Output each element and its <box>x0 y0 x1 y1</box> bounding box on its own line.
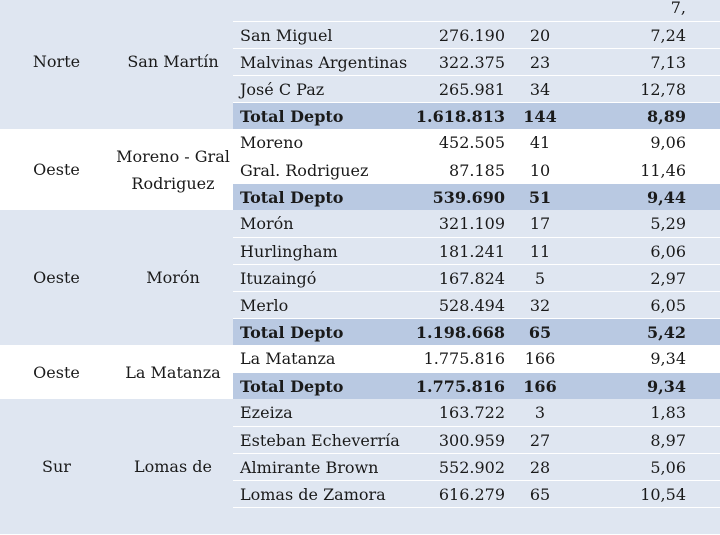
table-row <box>233 453 720 481</box>
cases-cell: 5 <box>534 269 546 288</box>
rate-cell: 2,97 <box>650 269 686 288</box>
municipality-cell: Total Depto <box>240 107 344 126</box>
cases-cell: 65 <box>529 485 551 504</box>
municipality-cell: Gral. Rodriguez <box>240 161 369 180</box>
department-cell: Lomas de <box>134 457 212 476</box>
population-cell: 528.494 <box>438 296 505 315</box>
region-cell: Oeste <box>33 160 80 179</box>
cases-cell: 11 <box>529 242 551 261</box>
region-cell: Oeste <box>33 362 80 382</box>
rate-cell: 11,46 <box>640 161 686 180</box>
cases-cell: 32 <box>529 296 551 315</box>
table-row <box>233 21 720 49</box>
municipality-cell: Malvinas Argentinas <box>240 53 408 72</box>
population-cell: 552.902 <box>438 458 505 477</box>
rate-cell: 9,34 <box>650 349 686 368</box>
rate-cell: 8,89 <box>647 107 686 126</box>
total-row <box>233 183 720 211</box>
municipality-cell: Ezeiza <box>240 403 293 422</box>
population-cell: 321.109 <box>438 214 505 233</box>
municipality-cell: Total Depto <box>240 188 344 207</box>
population-cell: 452.505 <box>438 133 505 152</box>
population-cell: 167.824 <box>438 269 505 288</box>
rate-cell: 1,83 <box>650 403 686 422</box>
table-row <box>233 426 720 454</box>
rate-cell: 6,05 <box>650 296 686 315</box>
table-row <box>233 129 720 156</box>
rate-cell: 10,54 <box>640 485 686 504</box>
rate-cell: 5,29 <box>650 214 686 233</box>
department-cell: San Martín <box>127 52 219 71</box>
population-cell: 1.775.816 <box>415 377 505 396</box>
cases-cell: 166 <box>524 349 556 368</box>
population-cell: 300.959 <box>438 431 505 450</box>
table-row <box>233 345 720 372</box>
table-group <box>0 345 720 399</box>
municipality-cell: Moreno <box>240 133 304 152</box>
municipality-cell: Lomas de Zamora <box>240 485 386 504</box>
table-group <box>0 129 720 210</box>
region-cell: Sur <box>42 457 71 476</box>
municipality-cell: La Matanza <box>240 349 336 368</box>
rate-cell: 7,24 <box>650 26 686 45</box>
population-cell: 616.279 <box>438 485 505 504</box>
rate-cell: 7, <box>670 0 686 17</box>
population-cell: 265.981 <box>438 80 505 99</box>
table-row <box>233 75 720 103</box>
population-cell: 87.185 <box>449 161 505 180</box>
population-cell: 322.375 <box>438 53 505 72</box>
municipality-cell: San Miguel <box>240 26 333 45</box>
population-cell: 181.241 <box>438 242 505 261</box>
region-cell: Norte <box>32 52 81 71</box>
rate-cell: 7,13 <box>650 53 686 72</box>
table-row <box>233 0 720 21</box>
municipality-cell: Hurlingham <box>240 242 338 261</box>
municipality-cell: Merlo <box>240 296 289 315</box>
municipality-cell: Almirante Brown <box>240 458 379 477</box>
table-row <box>233 291 720 319</box>
cases-cell: 51 <box>528 188 552 207</box>
cases-cell: 41 <box>529 133 551 152</box>
rate-cell: 9,34 <box>647 377 686 396</box>
table-group <box>0 399 720 534</box>
cases-cell: 10 <box>529 161 551 180</box>
cases-cell: 17 <box>529 214 551 233</box>
department-cell: Morón <box>146 268 200 287</box>
total-row <box>233 372 720 400</box>
rate-cell: 5,06 <box>650 458 686 477</box>
population-cell: 1.775.816 <box>423 349 505 368</box>
cases-cell: 65 <box>528 323 552 342</box>
table-row <box>233 399 720 426</box>
table-group <box>0 0 720 129</box>
municipality-cell: Ituzaingó <box>240 269 317 288</box>
table-row <box>233 156 720 184</box>
cases-cell: 34 <box>529 80 551 99</box>
cases-cell: 27 <box>529 431 551 450</box>
cases-cell: 144 <box>523 107 557 126</box>
table-group <box>0 210 720 345</box>
rate-cell: 9,44 <box>647 188 686 207</box>
cases-cell: 166 <box>523 377 557 396</box>
cases-cell: 3 <box>534 403 546 422</box>
table-row <box>233 264 720 292</box>
department-cell: Moreno - Gral Rodriguez <box>116 146 230 193</box>
table-row <box>233 210 720 237</box>
municipality-cell: Esteban Echeverría <box>240 431 400 450</box>
rate-cell: 8,97 <box>650 431 686 450</box>
population-cell: 539.690 <box>432 188 505 207</box>
department-cell: La Matanza <box>125 362 221 382</box>
rate-cell: 5,42 <box>647 323 686 342</box>
table-row <box>233 237 720 265</box>
municipality-cell: Total Depto <box>240 377 344 396</box>
rate-cell: 9,06 <box>650 133 686 152</box>
cases-cell: 20 <box>529 26 551 45</box>
rate-cell: 12,78 <box>640 80 686 99</box>
region-cell: Oeste <box>33 268 80 287</box>
cases-cell: 23 <box>529 53 551 72</box>
population-cell: 1.198.668 <box>415 323 505 342</box>
cases-cell: 28 <box>529 458 551 477</box>
table-row <box>233 507 720 535</box>
table-row <box>233 480 720 508</box>
municipality-cell: Morón <box>240 214 294 233</box>
population-cell: 1.618.813 <box>415 107 505 126</box>
rate-cell: 6,06 <box>650 242 686 261</box>
total-row <box>233 102 720 130</box>
total-row <box>233 318 720 346</box>
municipality-cell: Total Depto <box>240 323 344 342</box>
population-cell: 163.722 <box>438 403 505 422</box>
population-cell: 276.190 <box>438 26 505 45</box>
table-row <box>233 48 720 76</box>
municipality-cell: José C Paz <box>240 80 325 99</box>
